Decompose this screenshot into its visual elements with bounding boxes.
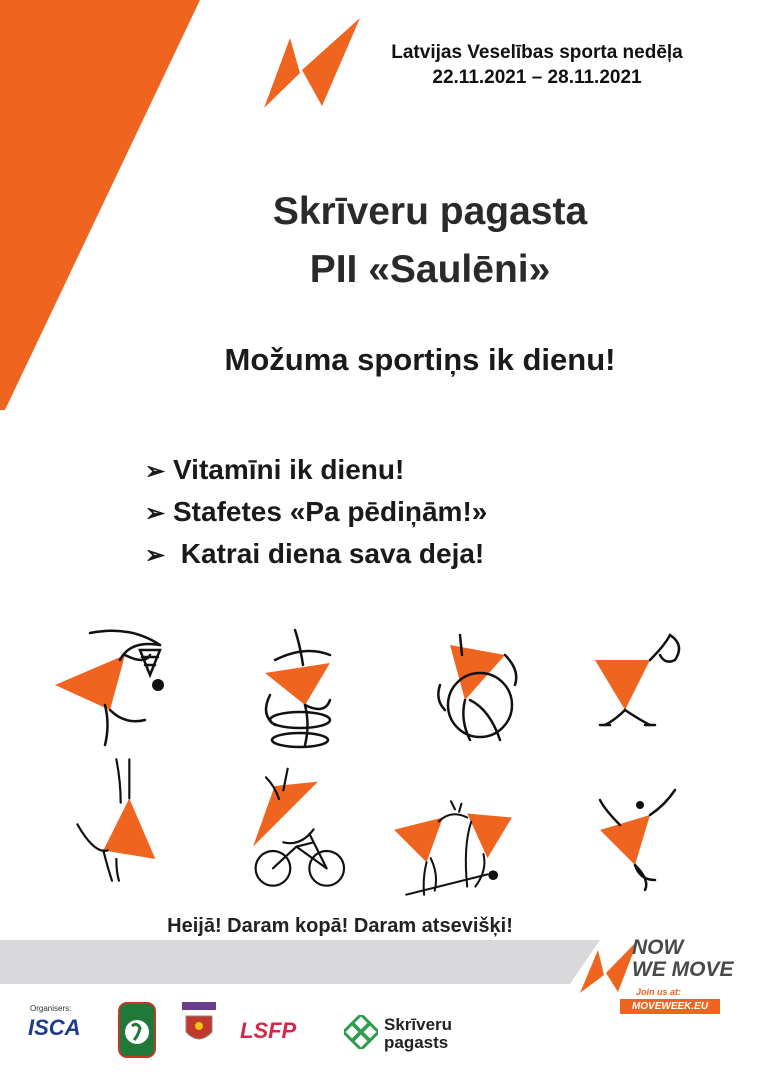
izm-coat-of-arms-logo	[180, 1002, 218, 1048]
stick-figure-basketball-icon	[50, 625, 180, 755]
stick-figure-football-pair-icon	[390, 785, 520, 915]
ltsa-shield-logo	[118, 1002, 156, 1058]
event-dates: 22.11.2021 – 28.11.2021	[432, 67, 642, 88]
lsfp-logo: LSFP	[240, 1018, 297, 1043]
arrow-bullet-icon: ➢	[145, 500, 166, 527]
activity-list	[145, 450, 705, 576]
list-item-text: Katrai diena sava deja!	[173, 538, 485, 569]
subtitle: Možuma sportiņs ik dienu!	[224, 342, 616, 377]
page-title-line1: Skrīveru pagasta	[272, 190, 588, 233]
arrow-bullet-icon: ➢	[145, 542, 166, 569]
skriveru-pagasts-emblem	[344, 1015, 378, 1049]
move-week-arrow-logo	[262, 18, 362, 110]
organisers-label: Organisers:	[30, 1004, 72, 1013]
page-title-line2: PII «Saulēni»	[309, 248, 551, 291]
slogan: Heijā! Daram kopā! Daram atsevišķi!	[167, 915, 513, 937]
grey-banner-bar	[0, 940, 600, 984]
stick-figure-handstand-icon	[60, 755, 190, 885]
list-item-text: Stafetes «Pa pēdiņām!»	[173, 496, 488, 527]
list-item	[145, 534, 705, 576]
stick-figure-dance-icon	[245, 625, 375, 755]
join-label: Join us at:	[636, 987, 682, 997]
isca-logo: ISCA	[28, 1015, 81, 1040]
list-item-text: Vitamīni ik dienu!	[173, 454, 405, 485]
move-week-arrow-icon	[580, 940, 640, 995]
stick-figure-ball-icon	[420, 630, 550, 760]
event-header	[372, 40, 702, 90]
arrow-bullet-icon: ➢	[145, 458, 166, 485]
event-name: Latvijas Veselības sporta nedēļa	[391, 42, 683, 63]
list-item	[145, 492, 705, 534]
izm-caption	[176, 1050, 222, 1056]
stick-figure-jump-icon	[590, 785, 720, 915]
stick-figure-stretch-icon	[585, 625, 715, 755]
stick-figure-cyclist-icon	[240, 760, 370, 890]
moveweek-url-badge[interactable]: MOVEWEEK.EU	[620, 999, 720, 1014]
list-item	[145, 450, 705, 492]
now-we-move-logo	[580, 935, 750, 1025]
now-we-move-text: NOW WE MOVE	[632, 936, 734, 981]
skriveru-pagasts-logo-text: Skrīveru pagasts	[384, 1015, 453, 1052]
